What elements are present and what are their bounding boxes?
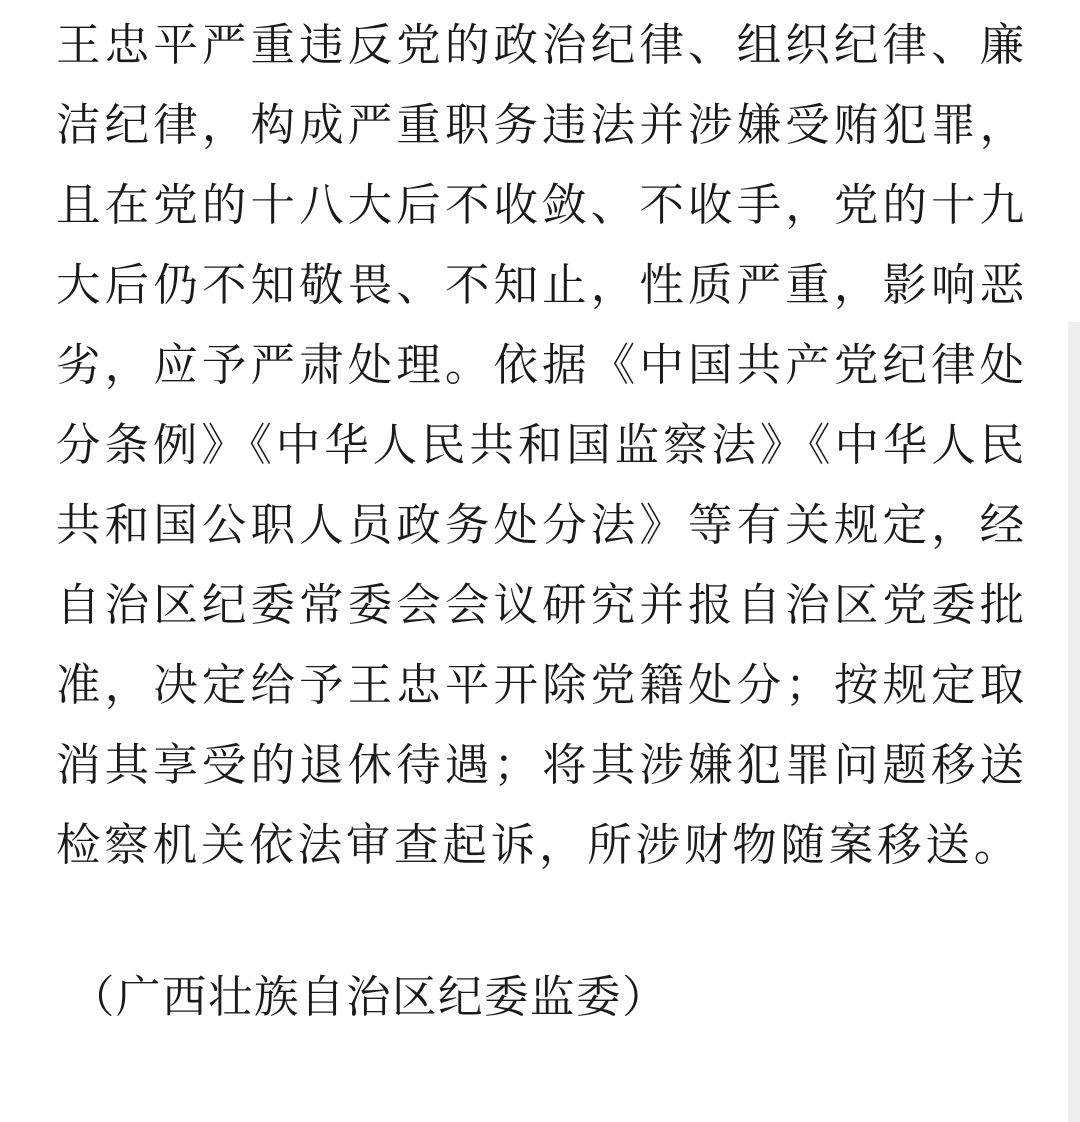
article-paragraph: 王忠平严重违反党的政治纪律、组织纪律、廉洁纪律，构成严重职务违法并涉嫌受贿犯罪，且在党的十八大后不收敛、不收手，党的十九大后仍不知敬畏、不知止，性质严重，影响恶劣，应予严肃处理。依据《中国共产党纪律处分条例》《中华人民共和国监察法》《中华人民共和国公职人员政务处分法》等有关规定，经自治区纪委常委会会议研究并报自治区党委批准，决定给予王忠平开除党籍处分；按规定取消其享受的退休待遇；将其涉嫌犯罪问题移送检察机关依法审查起诉，所涉财物随案移送。 <box>56 20 1028 871</box>
article-body <box>56 6 1028 1038</box>
article-source: （广西壮族自治区纪委监委） <box>70 972 669 1023</box>
scrollbar-track[interactable] <box>1068 322 1080 1122</box>
